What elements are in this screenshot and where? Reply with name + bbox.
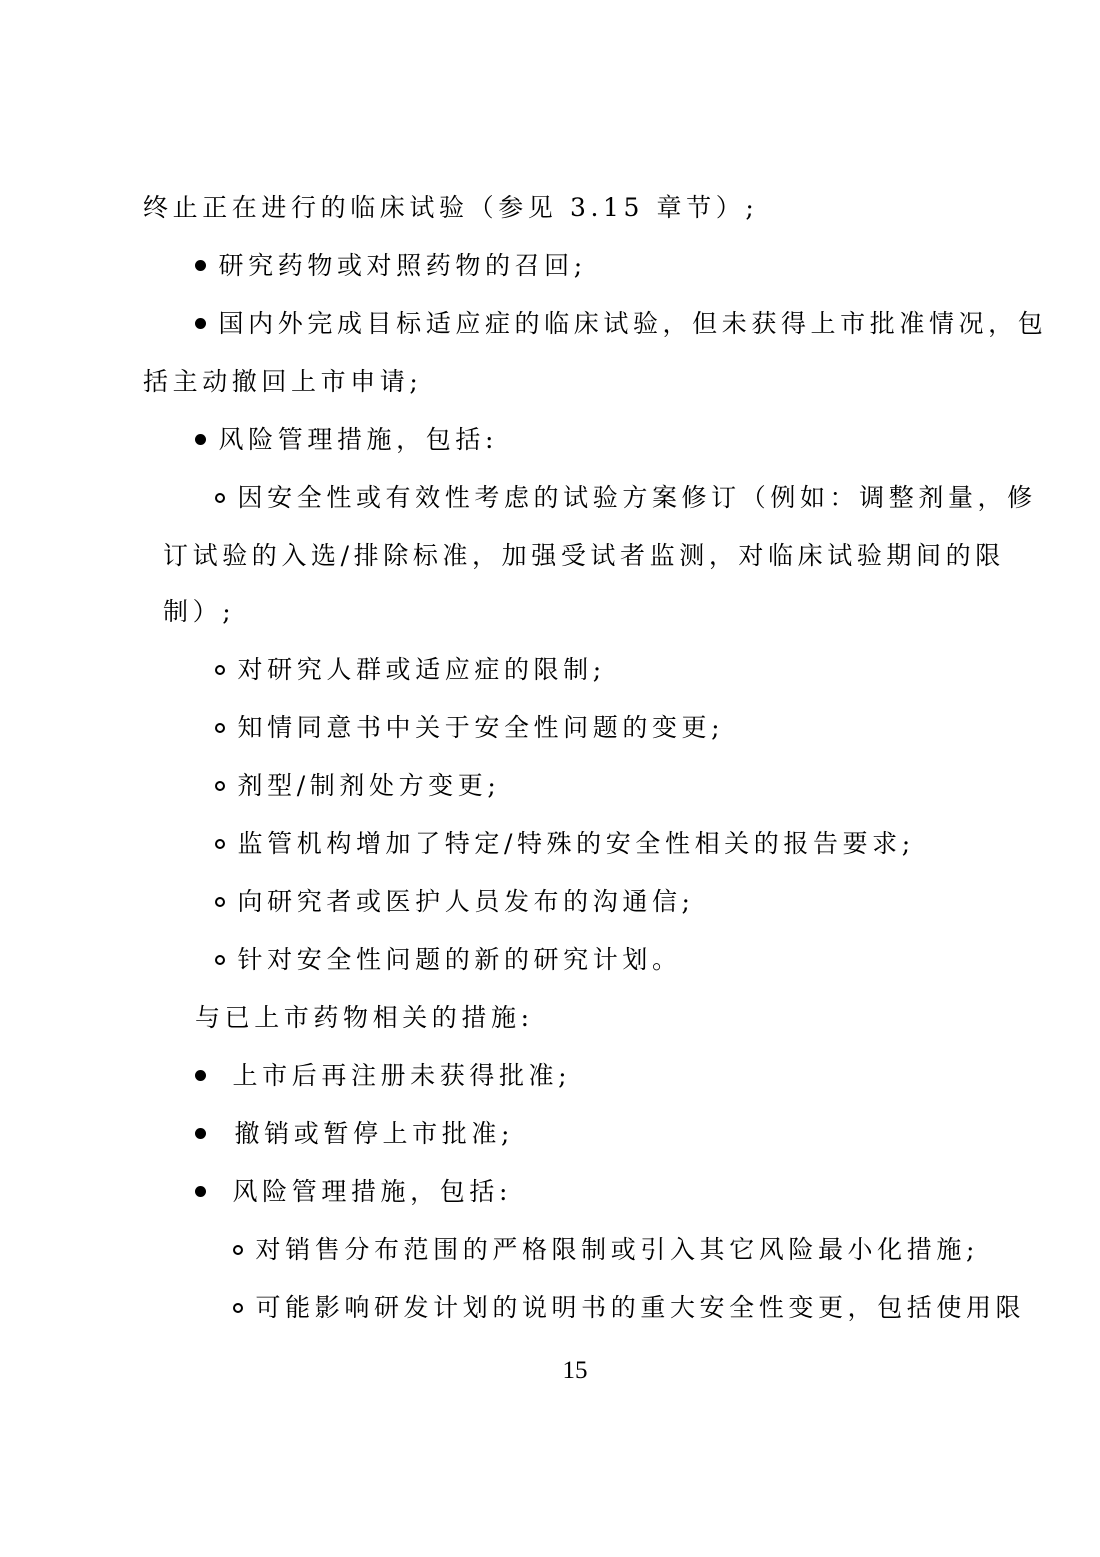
hollow-bullet-icon [215,493,225,503]
hollow-bullet-icon [233,1245,243,1255]
text-line: 订试验的入选/排除标准，加强受试者监测，对临床试验期间的限 [163,541,1005,570]
bullet-item [195,424,498,456]
text-line: 国内外完成目标适应症的临床试验，但未获得上市批准情况，包 [218,309,1048,338]
text-line: 监管机构增加了特定/特殊的安全性相关的报告要求; [237,829,915,858]
filled-bullet-icon [195,1186,206,1197]
text-line: 终止正在进行的临床试验（参见 3.15 章节）; [143,193,759,222]
hollow-bullet-icon [215,723,225,733]
bullet-item [195,250,587,282]
filled-bullet-icon [195,1070,206,1081]
sub-bullet-item [233,1234,979,1266]
text-line: 可能影响研发计划的说明书的重大安全性变更，包括使用限 [255,1293,1026,1322]
text-line: 知情同意书中关于安全性问题的变更; [237,713,725,742]
text-line: 风险管理措施，包括: [218,425,498,454]
sub-bullet-item [215,654,606,686]
text-line: 因安全性或有效性考虑的试验方案修订（例如：调整剂量，修 [237,483,1037,512]
paragraph-line [143,366,422,398]
filled-bullet-icon [195,318,206,329]
sub-bullet-item [215,482,1037,514]
text-line: 上市后再注册未获得批准; [232,1061,572,1090]
sub-bullet-item [215,944,682,976]
text-line: 剂型/制剂处方变更; [237,771,501,800]
bullet-item [195,1176,512,1208]
bullet-item [195,308,1047,340]
text-line: 研究药物或对照药物的召回; [218,251,587,280]
filled-bullet-icon [195,434,206,445]
text-line: 制）; [163,597,236,626]
sub-bullet-item [215,770,500,802]
sub-bullet-item [215,828,915,860]
paragraph-line [143,192,758,224]
bullet-item [195,1118,514,1150]
text-line: 与已上市药物相关的措施: [195,1003,534,1032]
paragraph-line [163,540,1005,572]
page-number: 15 [562,1357,588,1384]
sub-bullet-item [233,1292,1025,1324]
sub-bullet-item [215,886,695,918]
paragraph-line [195,1002,534,1034]
text-line: 对销售分布范围的严格限制或引入其它风险最小化措施; [255,1235,979,1264]
text-line: 风险管理措施，包括: [232,1177,512,1206]
text-line: 向研究者或医护人员发布的沟通信; [237,887,695,916]
filled-bullet-icon [195,1128,206,1139]
hollow-bullet-icon [215,839,225,849]
hollow-bullet-icon [233,1303,243,1313]
hollow-bullet-icon [215,665,225,675]
bullet-item [195,1060,571,1092]
text-line: 撤销或暂停上市批准; [234,1119,514,1148]
hollow-bullet-icon [215,955,225,965]
text-line: 括主动撤回上市申请; [143,367,423,396]
paragraph-line [163,596,235,628]
text-line: 对研究人群或适应症的限制; [237,655,606,684]
hollow-bullet-icon [215,897,225,907]
sub-bullet-item [215,712,724,744]
filled-bullet-icon [195,260,206,271]
hollow-bullet-icon [215,781,225,791]
text-line: 针对安全性问题的新的研究计划。 [237,945,682,974]
